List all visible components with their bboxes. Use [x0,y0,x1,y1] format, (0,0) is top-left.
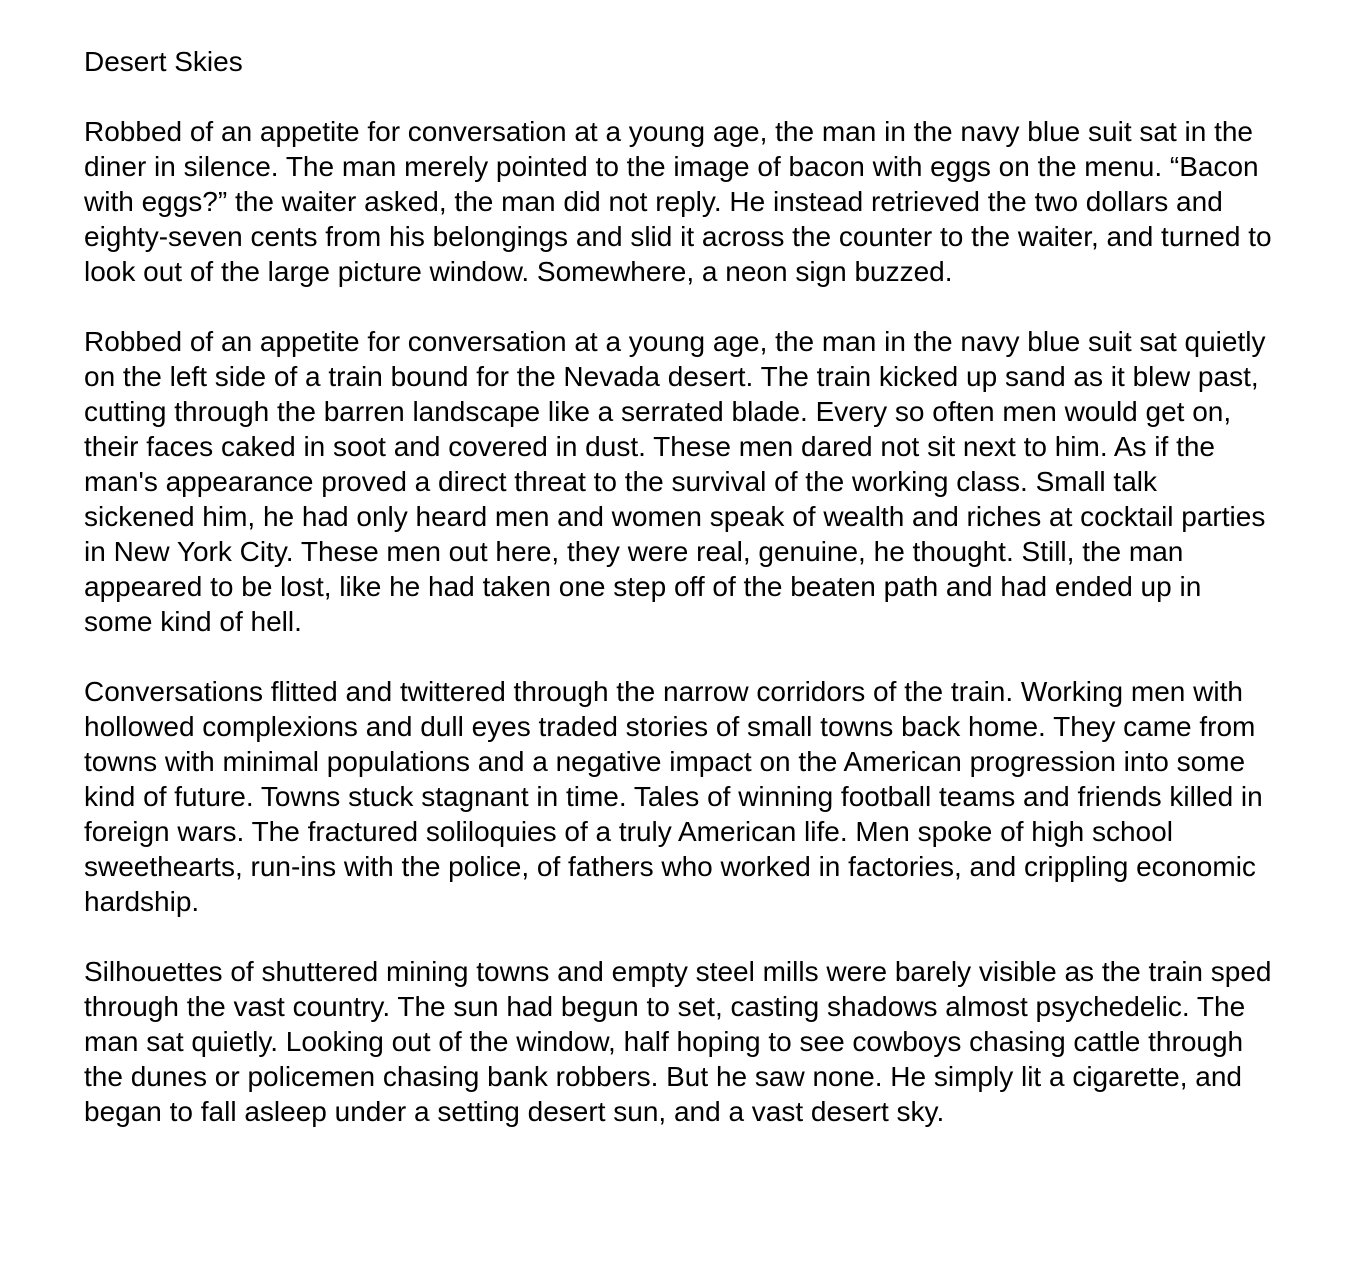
document-body [84,44,1274,1129]
paragraph-3: Conversations flitted and twittered through the narrow corridors of the train. Working men with hollowed complexions and dull eyes traded stories of small towns back home. They came from towns with minimal populations and a negative impact on the American progression into some kind of future. Towns stuck stagnant in time. Tales of winning football teams and friends killed in foreign wars. The fractured soliloquies of a truly American life. Men spoke of high school sweethearts, run-ins with the police, of fathers who worked in factories, and crippling economic hardship. [84,676,1263,917]
paragraph-1: Robbed of an appetite for conversation at a young age, the man in the navy blue suit sat in the diner in silence. The man merely pointed to the image of bacon with eggs on the menu. “Bacon with eggs?” the waiter asked, the man did not reply. He instead retrieved the two dollars and eighty-seven cents from his belongings and slid it across the counter to the waiter, and turned to look out of the large picture window. Somewhere, a neon sign buzzed. [84,116,1272,287]
paragraph-2: Robbed of an appetite for conversation at a young age, the man in the navy blue suit sat quietly on the left side of a train bound for the Nevada desert. The train kicked up sand as it blew past, cutting through the barren landscape like a serrated blade. Every so often men would get on, their faces caked in soot and covered in dust. These men dared not sit next to him. As if the man's appearance proved a direct threat to the survival of the working class. Small talk sickened him, he had only heard men and women speak of wealth and riches at cocktail parties in New York City. These men out here, they were real, genuine, he thought. Still, the man appeared to be lost, like he had taken one step off of the beaten path and had ended up in some kind of hell. [84,326,1266,637]
document-title: Desert Skies [84,46,243,77]
paragraph-4: Silhouettes of shuttered mining towns and empty steel mills were barely visible as the train sped through the vast country. The sun had begun to set, casting shadows almost psychedelic. The man sat quietly. Looking out of the window, half hoping to see cowboys chasing cattle through the dunes or policemen chasing bank robbers. But he saw none. He simply lit a cigarette, and began to fall asleep under a setting desert sun, and a vast desert sky. [84,956,1272,1127]
